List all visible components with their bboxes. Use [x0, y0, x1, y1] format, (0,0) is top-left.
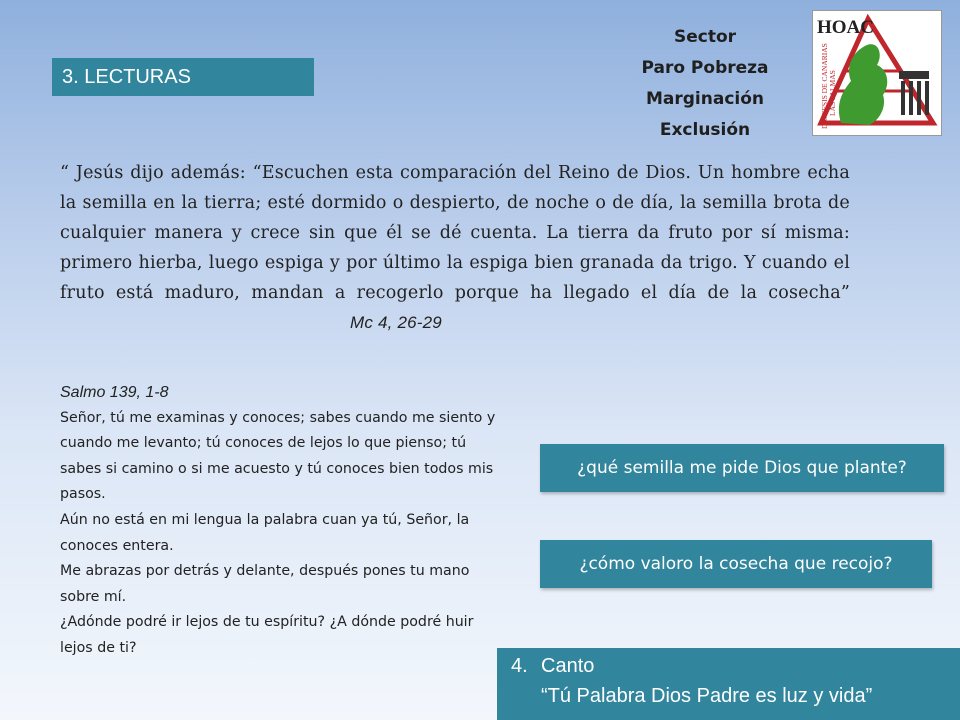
gospel-reading: [60, 158, 850, 338]
reading-text: “ Jesús dijo además: “Escuchen esta comparación del Reino de Dios. Un hombre echa la semilla en la tierra; esté dormido o despierto, de noche o de día, la semilla brota de cualquier manera y crece sin que él se dé cuenta. La tierra da fruto por sí misma: primero hierba, luego espiga y por último la espiga bien granada da trigo. Y cuando el fruto está maduro, mandan a recogerlo porque ha llegado el día de la cosecha”: [60, 163, 850, 303]
canto-title: “Tú Palabra Dios Padre es luz y vida”: [541, 685, 873, 707]
psalm-line: ¿Adónde podré ir lejos de tu espíritu? ¿A dónde podré huir lejos de ti?: [60, 614, 474, 656]
question-harvest-box: ¿cómo valoro la cosecha que recojo?: [540, 540, 932, 588]
sector-line: Sector: [673, 27, 737, 47]
canto-number: 4.: [511, 655, 528, 677]
sector-line: Marginación: [645, 89, 765, 109]
psalm-block: [60, 380, 510, 662]
canto-box: [497, 648, 960, 720]
sector-line: Paro Pobreza: [641, 58, 769, 78]
logo-text: HOAC: [817, 17, 874, 38]
logo-side-text: DIÓCESIS DE CANARIAS: [820, 43, 829, 129]
logo-side-text-2: LAS PALMAS: [828, 70, 837, 116]
psalm-line: Aún no está en mi lengua la palabra cuan ya tú, Señor, la conoces entera.: [60, 511, 470, 554]
sector-heading: [600, 22, 810, 146]
question-seed-box: ¿qué semilla me pide Dios que plante?: [540, 444, 944, 492]
sector-line: Exclusión: [659, 120, 751, 140]
reading-reference: Mc 4, 26-29: [350, 313, 442, 332]
canto-label: Canto: [541, 655, 595, 677]
psalm-title: Salmo 139, 1-8: [60, 384, 169, 401]
psalm-line: Me abrazas por detrás y delante, después pones tu mano sobre mí.: [60, 563, 470, 605]
hoac-logo: [812, 10, 942, 136]
psalm-line: Señor, tú me examinas y conoces; sabes cuando me siento y cuando me levanto; tú conoces de lejos lo que pienso; tú sabes si camino o si me acuesto y tú conoces bien todos mis pasos.: [60, 409, 496, 503]
section-title: 3. LECTURAS: [52, 58, 314, 96]
